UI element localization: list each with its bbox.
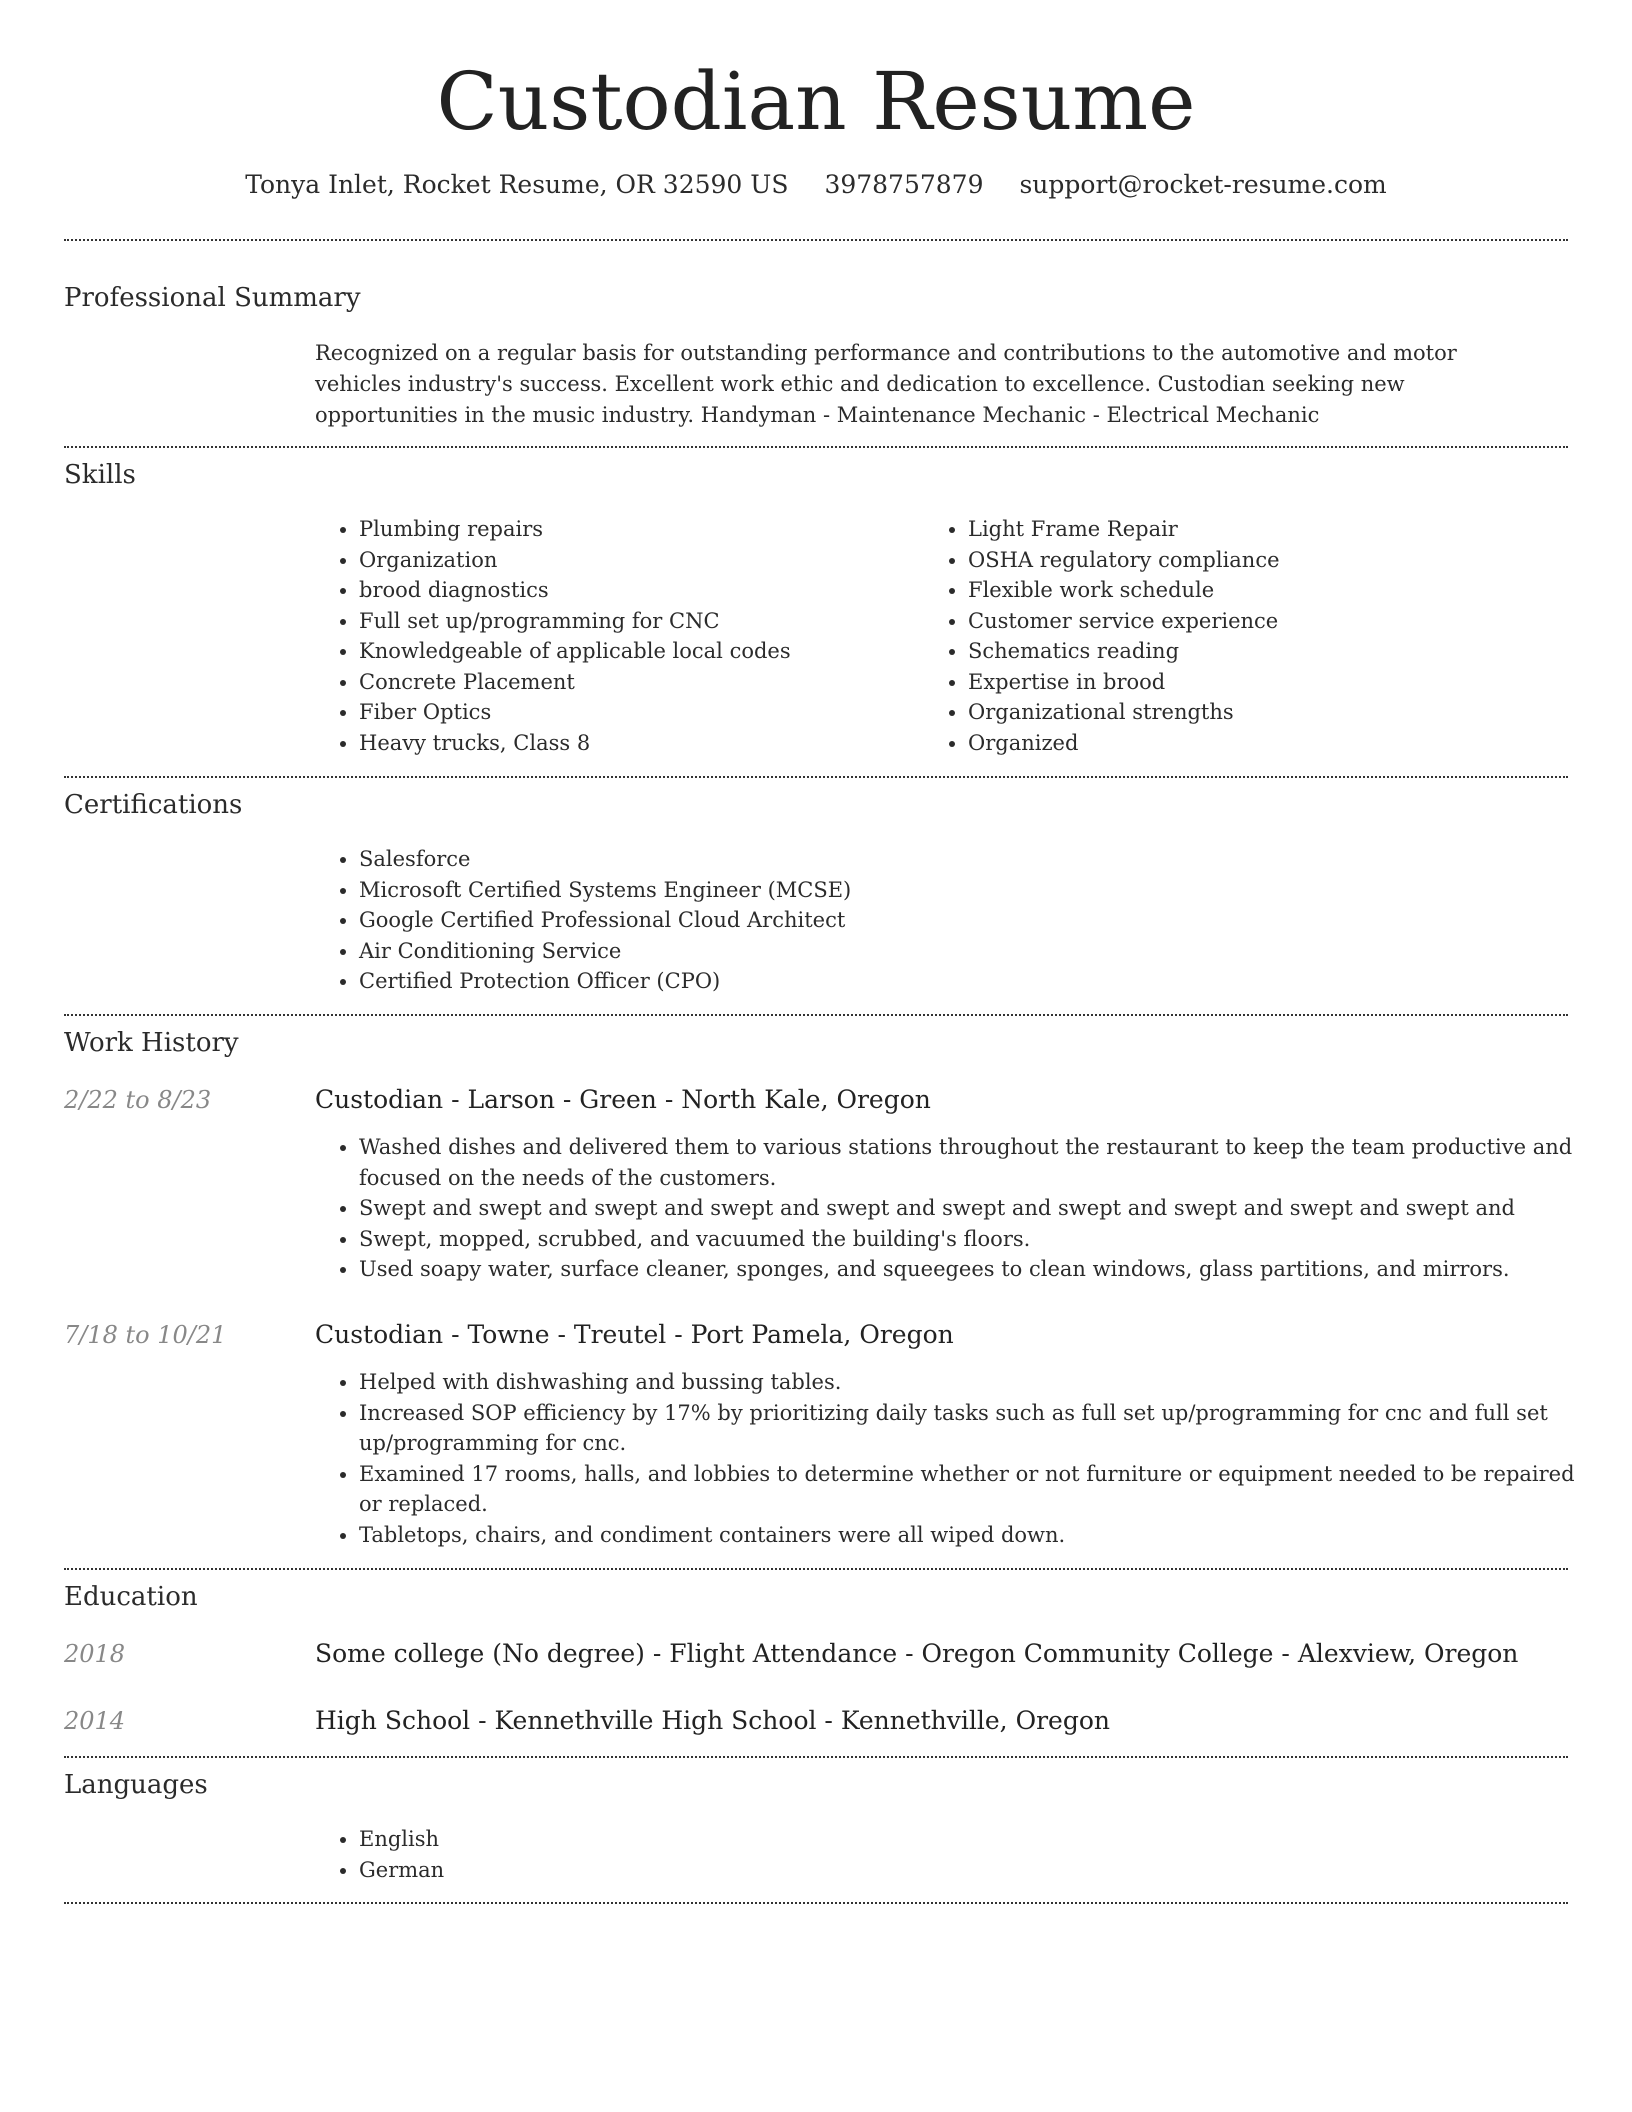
job-title: Custodian - Towne - Treutel - Port Pamela, Oregon: [315, 1320, 954, 1349]
language-item: • English: [359, 1824, 959, 1855]
section-divider: [64, 1568, 1568, 1570]
education-year: 2018: [64, 1640, 126, 1668]
section-divider: [64, 446, 1568, 448]
job-bullets: [315, 1367, 1589, 1550]
languages-heading: Languages: [64, 1770, 208, 1800]
contact-line: [0, 168, 1632, 202]
certification-item: • Salesforce: [359, 844, 1559, 875]
contact-email: support@rocket-resume.com: [1019, 170, 1387, 199]
education-entry: Some college (No degree) - Flight Attendance - Oregon Community College - Alexview, Oregon: [315, 1639, 1519, 1668]
job-bullet: • Increased SOP efficiency by 17% by prioritizing daily tasks such as full set up/programming for cnc and full set up/programming for cnc.: [359, 1398, 1589, 1459]
summary-text: Recognized on a regular basis for outstanding performance and contributions to the automotive and motor vehicles industry's success. Excellent work ethic and dedication to excellence. Custodian seeking new opportunities in the music industry. Handyman - Maintenance Mechanic - Electrical Mechanic: [315, 341, 1457, 427]
job-bullet: • Used soapy water, surface cleaner, sponges, and squeegees to clean windows, glass partitions, and mirrors.: [359, 1254, 1589, 1285]
resume-title: Custodian Resume: [436, 55, 1196, 148]
job-dates: 7/18 to 10/21: [64, 1321, 227, 1349]
job-bullet: • Swept and swept and swept and swept and swept and swept and swept and swept and swept and swept and: [359, 1193, 1589, 1224]
job-title: Custodian - Larson - Green - North Kale, Oregon: [315, 1085, 931, 1114]
education-entry: High School - Kennethville High School - Kennethville, Oregon: [315, 1706, 1110, 1735]
skill-item: • brood diagnostics: [359, 575, 919, 606]
skill-item: • Expertise in brood: [968, 667, 1588, 698]
summary-heading: Professional Summary: [64, 283, 361, 313]
skill-item: • Plumbing repairs: [359, 514, 919, 545]
certification-item: • Air Conditioning Service: [359, 936, 1559, 967]
job-bullet: • Swept, mopped, scrubbed, and vacuumed the building's floors.: [359, 1224, 1589, 1255]
skill-item: • Organizational strengths: [968, 697, 1588, 728]
certification-item: • Google Certified Professional Cloud Architect: [359, 905, 1559, 936]
skill-item: • Full set up/programming for CNC: [359, 606, 919, 637]
contact-phone: 3978757879: [824, 170, 984, 199]
skill-item: • Light Frame Repair: [968, 514, 1588, 545]
skill-item: • Fiber Optics: [359, 697, 919, 728]
job-bullet: • Examined 17 rooms, halls, and lobbies to determine whether or not furniture or equipment needed to be repaired or replaced.: [359, 1459, 1589, 1520]
skill-item: • Heavy trucks, Class 8: [359, 728, 919, 759]
certifications-heading: Certifications: [64, 790, 243, 820]
work-heading: Work History: [64, 1028, 239, 1058]
job-bullet: • Helped with dishwashing and bussing tables.: [359, 1367, 1589, 1398]
section-divider: [64, 1902, 1568, 1904]
skill-item: • OSHA regulatory compliance: [968, 545, 1588, 576]
certification-item: • Certified Protection Officer (CPO): [359, 966, 1559, 997]
skill-item: • Knowledgeable of applicable local codes: [359, 636, 919, 667]
job-bullets: [315, 1132, 1589, 1285]
certification-item: • Microsoft Certified Systems Engineer (MCSE): [359, 875, 1559, 906]
skills-list-right: [924, 514, 1588, 758]
section-divider: [64, 776, 1568, 778]
section-divider: [64, 1014, 1568, 1016]
skill-item: • Customer service experience: [968, 606, 1588, 637]
section-divider: [64, 1756, 1568, 1758]
skill-item: • Flexible work schedule: [968, 575, 1588, 606]
certifications-list: [315, 844, 1559, 997]
language-item: • German: [359, 1855, 959, 1886]
section-divider: [64, 239, 1568, 241]
skill-item: • Concrete Placement: [359, 667, 919, 698]
education-year: 2014: [64, 1707, 126, 1735]
job-dates: 2/22 to 8/23: [64, 1086, 212, 1114]
job-bullet: • Tabletops, chairs, and condiment containers were all wiped down.: [359, 1520, 1589, 1551]
skill-item: • Organized: [968, 728, 1588, 759]
skills-heading: Skills: [64, 460, 136, 490]
education-heading: Education: [64, 1582, 198, 1612]
contact-address: Tonya Inlet, Rocket Resume, OR 32590 US: [245, 170, 789, 199]
job-bullet: • Washed dishes and delivered them to various stations throughout the restaurant to keep the team productive and focused on the needs of the customers.: [359, 1132, 1589, 1193]
skills-list-left: [315, 514, 919, 758]
skill-item: • Schematics reading: [968, 636, 1588, 667]
languages-list: [315, 1824, 959, 1885]
skill-item: • Organization: [359, 545, 919, 576]
